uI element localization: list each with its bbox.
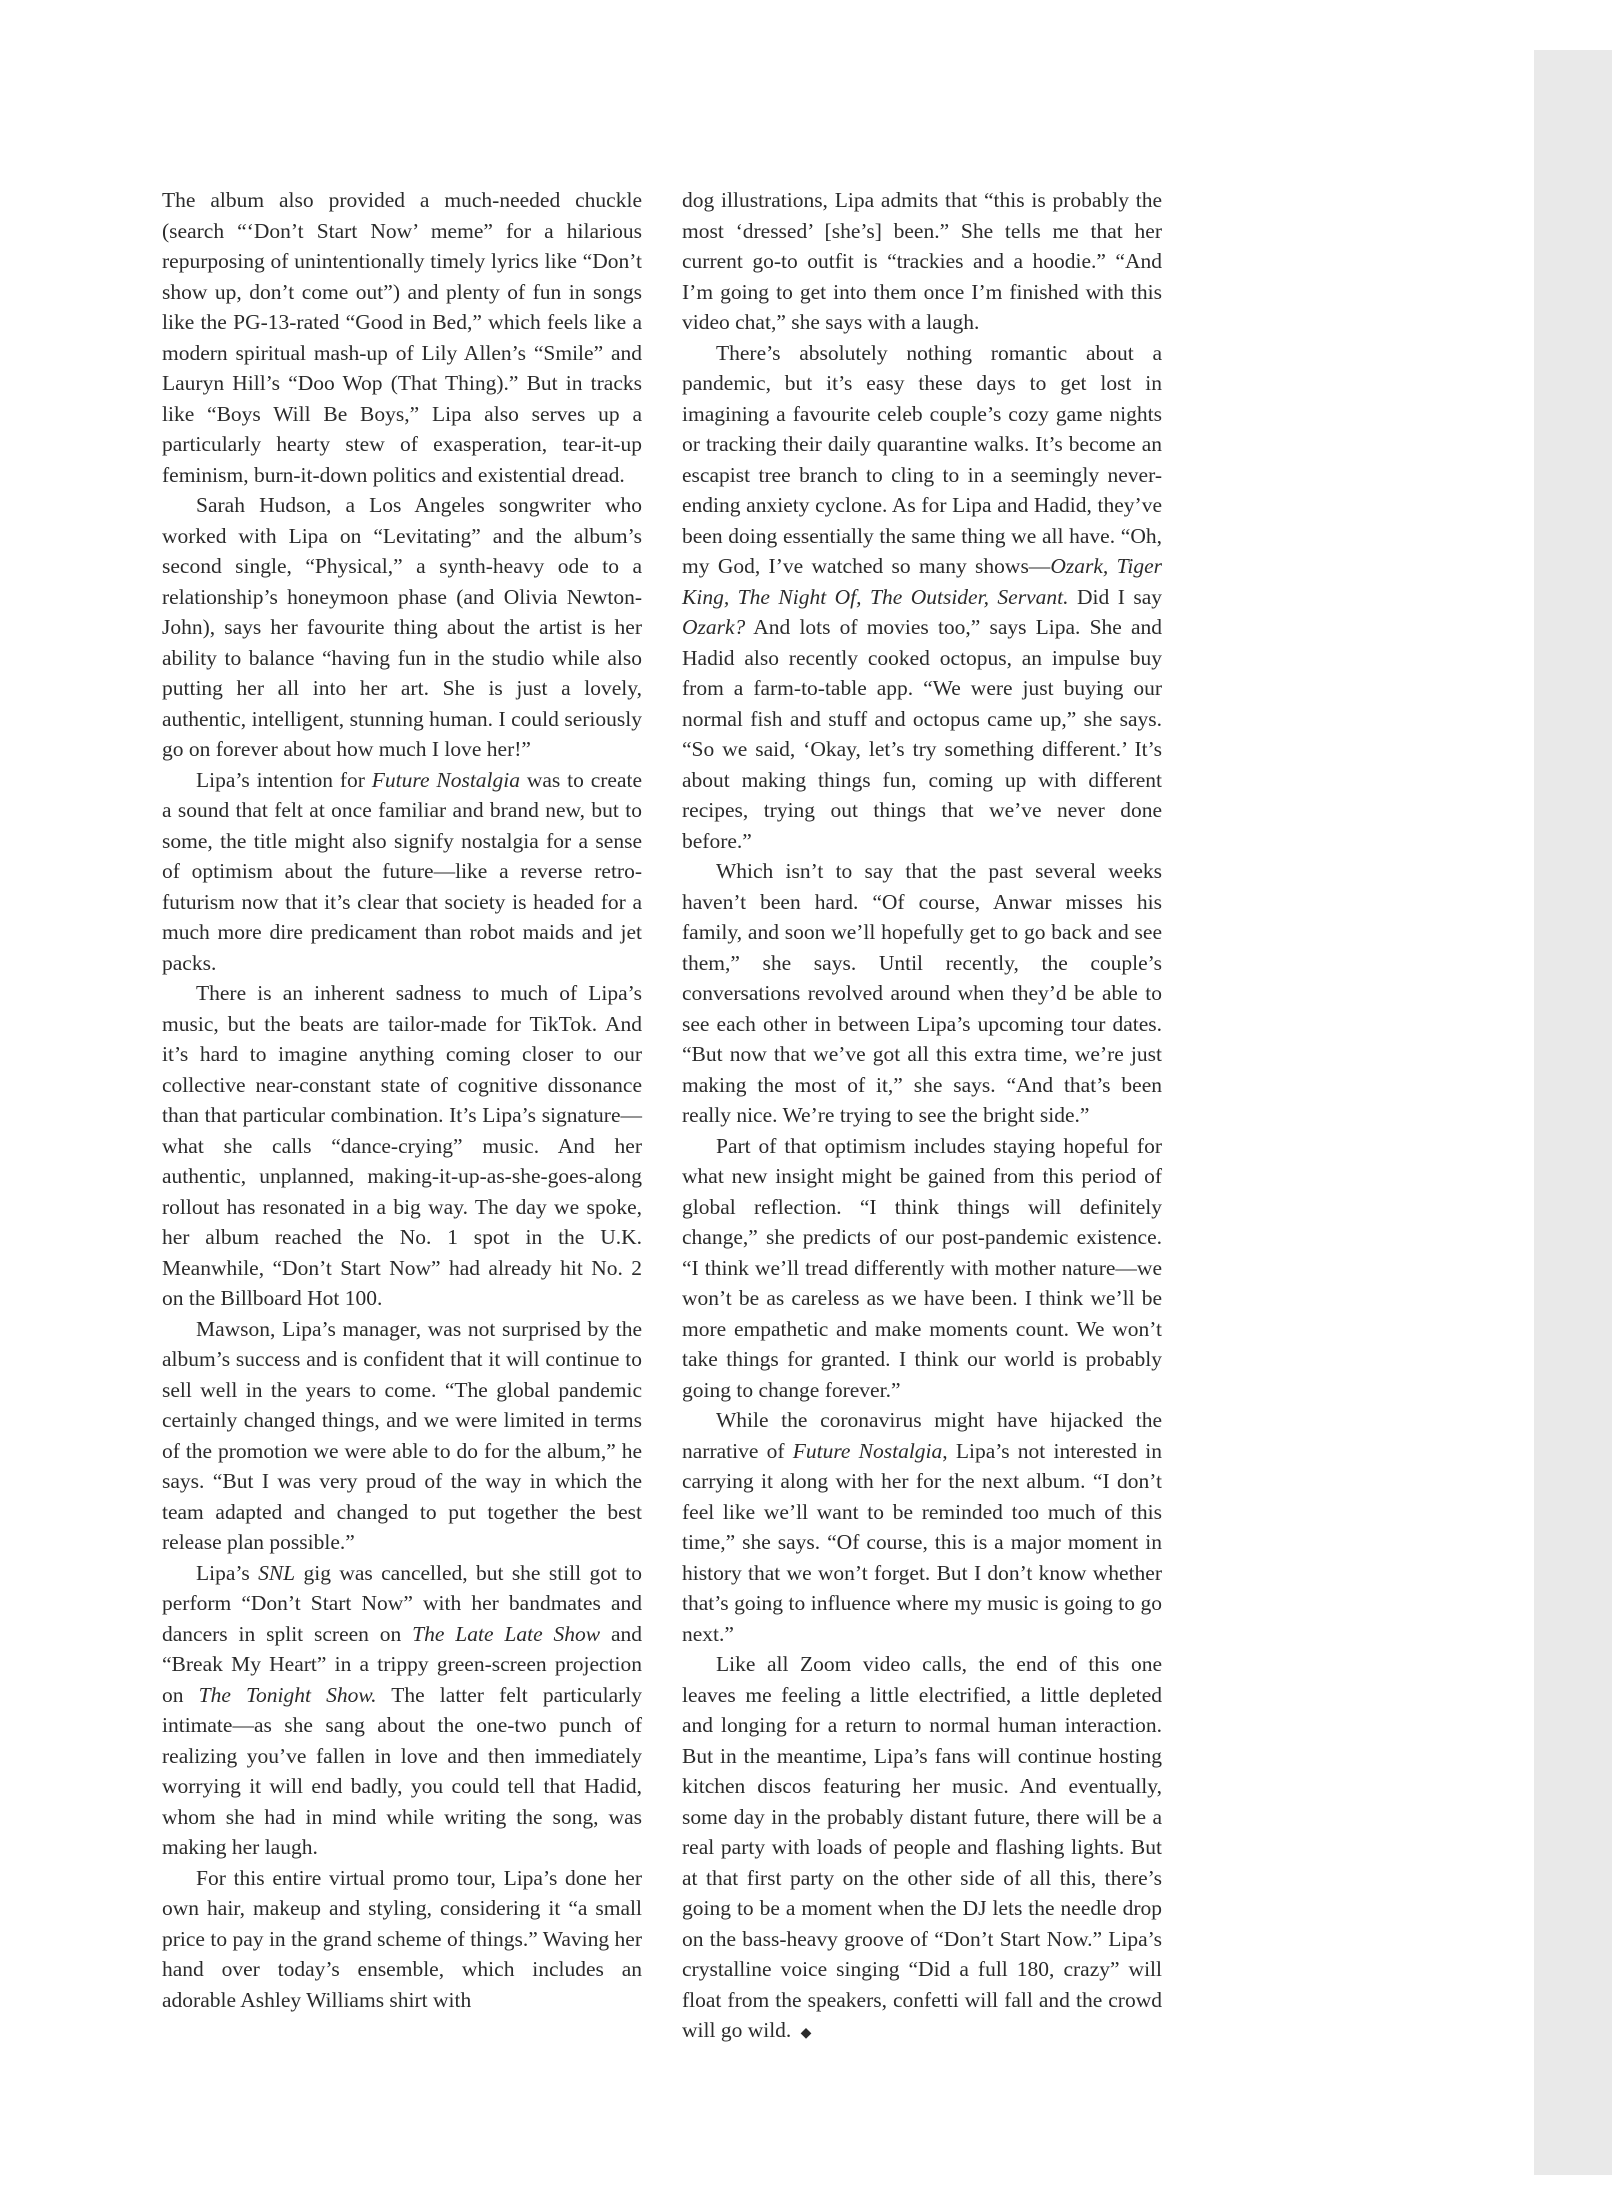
text-run: Sarah Hudson, a Los Angeles songwriter who worked with Lipa on “Levitating” and the album’s second single, “Physical,” a synth-heavy ode to a relationship’s honeymoon phase (and Olivia Newton-John), says her favourite thing about the artist is her ability to balance “having fun in the studio while also putting her all into her art. She is just a lovely, authentic, intelligent, stunning human. I could seriously go on forever about how much I love her!”	[162, 493, 642, 761]
article-paragraph	[682, 1405, 1162, 1649]
text-run: Lipa’s	[196, 1560, 259, 1585]
article-paragraph	[682, 185, 1162, 338]
article-paragraph	[162, 978, 642, 1314]
text-run: gig was cancelled, but she still got to perform “Don’t Start Now” with her bandmates and dancers in split screen on	[162, 1560, 642, 1646]
text-run: dog illustrations, Lipa admits that “this is probably the most ‘dressed’ [she’s] been.” She tells me that her current go-to outfit is “trackies and a hoodie.” “And I’m going to get into them once I’m finished with this video chat,” she says with a laugh.	[682, 188, 1162, 334]
italic-title: Ozark?	[682, 615, 746, 639]
italic-title: Future Nostalgia	[371, 767, 520, 792]
article-paragraph	[682, 338, 1162, 857]
text-run: was to create a sound that felt at once familiar and brand new, but to some, the title might also signify nostalgia for a sense of optimism about the future—like a reverse retro-futurism now that it’s clear that society is headed for a much more dire predicament than robot maids and jet packs.	[162, 767, 643, 975]
italic-title: Future Nostalgia	[792, 1438, 943, 1463]
article-paragraph	[162, 490, 642, 765]
text-run: Part of that optimism includes staying hopeful for what new insight might be gained from this period of global reflection. “I think things will definitely change,” she predicts of our post-pandemic existence. “I think we’ll tread differently with mother nature—we won’t be as careless as we have been. I think we’ll be more empathetic and make moments count. We won’t take things for granted. I think our world is probably going to change forever.”	[682, 1133, 1162, 1402]
text-run: While the coronavirus might have hijacked the narrative of	[682, 1408, 1162, 1463]
italic-title: The Tonight Show.	[198, 1682, 377, 1707]
italic-title: Ozark, Tiger King, The Night Of, The Outsider, Servant.	[682, 554, 1162, 609]
article-paragraph	[162, 1558, 642, 1863]
text-run: Mawson, Lipa’s manager, was not surprised by the album’s success and is confident that it will continue to sell well in the years to come. “The global pandemic certainly changed things, and we were limited in terms of the promotion we were able to do for the album,” he says. “But I was very proud of the way in which the team adapted and changed to put together the best release plan possible.”	[162, 1316, 642, 1554]
text-run: and “Break My Heart” in a trippy green-screen projection on	[162, 1621, 642, 1707]
text-run: There is an inherent sadness to much of Lipa’s music, but the beats are tailor-made for TikTok. And it’s hard to imagine anything coming closer to our collective near-constant state of cognitive dissonance than that particular combination. It’s Lipa’s signature—what she calls “dance-crying” music. And her authentic, unplanned, making-it-up-as-she-goes-along rollout has resonated in a big way. The day we spoke, her album reached the No. 1 spot in the U.K. Meanwhile, “Don’t Start Now” had already hit No. 2 on the Billboard Hot 100.	[162, 981, 642, 1310]
article-paragraph	[162, 1314, 642, 1558]
italic-title: The Late Late Show	[412, 1621, 601, 1646]
page-edge-band	[1534, 50, 1612, 2175]
article-paragraph	[162, 185, 642, 490]
article-column-right	[682, 185, 1162, 2050]
article-paragraph	[682, 1131, 1162, 1406]
text-run: And lots of movies too,” says Lipa. She and Hadid also recently cooked octopus, an impulse buy from a farm-to-table app. “We were just buying our normal fish and stuff and octopus came up,” she says. “So we said, ‘Okay, let’s try something different.’ It’s about making things fun, coming up with different recipes, trying out things that we’ve never done before.”	[682, 615, 1162, 853]
end-of-article-mark: ◆	[800, 2026, 812, 2041]
text-run: Like all Zoom video calls, the end of this one leaves me feeling a little electrified, a little depleted and longing for a return to normal human interaction. But in the meantime, Lipa’s fans will continue hosting kitchen discos featuring her music. And eventually, some day in the probably distant future, there will be a real party with loads of people and flashing lights. But at that first party on the other side of all this, there’s going to be a moment when the DJ lets the needle drop on the bass-heavy groove of “Don’t Start Now.” Lipa’s crystalline voice singing “Did a full 180, crazy” will float from the speakers, confetti will fall and the crowd will go wild.	[682, 1652, 1162, 2042]
article-column-left	[162, 185, 642, 2015]
text-run: For this entire virtual promo tour, Lipa’s done her own hair, makeup and styling, considering it “a small price to pay in the grand scheme of things.” Waving her hand over today’s ensemble, which includes an adorable Ashley Williams shirt with	[162, 1865, 642, 2012]
italic-title: SNL	[258, 1560, 296, 1585]
text-run: There’s absolutely nothing romantic about a pandemic, but it’s easy these days to get lost in imagining a favourite celeb couple’s cozy game nights or tracking their daily quarantine walks. It’s become an escapist tree branch to cling to in a seemingly never-ending anxiety cyclone. As for Lipa and Hadid, they’ve been doing essentially the same thing we all have. “Oh, my God, I’ve watched so many shows—	[682, 340, 1162, 578]
text-run: Did I say	[1068, 584, 1162, 609]
text-run: The latter felt particularly intimate—as she sang about the one-two punch of realizing you’ve fallen in love and then immediately worrying it will end badly, you could tell that Hadid, whom she had in mind while writing the song, was making her laugh.	[162, 1682, 642, 1859]
text-run: Lipa’s intention for	[196, 767, 372, 792]
text-run: The album also provided a much-needed chuckle (search “‘Don’t Start Now’ meme” for a hilarious repurposing of unintentionally timely lyrics like “Don’t show up, don’t come out”) and plenty of fun in songs like the PG-13-rated “Good in Bed,” which feels like a modern spiritual mash-up of Lily Allen’s “Smile” and Lauryn Hill’s “Doo Wop (That Thing).” But in tracks like “Boys Will Be Boys,” Lipa also serves up a particularly hearty stew of exasperation, tear-it-up feminism, burn-it-down politics and existential dread.	[162, 188, 642, 487]
text-run: Which isn’t to say that the past several weeks haven’t been hard. “Of course, Anwar misses his family, and soon we’ll hopefully get to go back and see them,” she says. Until recently, the couple’s conversations revolved around when they’d be able to see each other in between Lipa’s upcoming tour dates. “But now that we’ve got all this extra time, we’re just making the most of it,” she says. “And that’s been really nice. We’re trying to see the bright side.”	[682, 859, 1162, 1127]
article-paragraph	[682, 856, 1162, 1131]
article-paragraph	[162, 1863, 642, 2016]
article-paragraph	[682, 1649, 1162, 2050]
text-run: , Lipa’s not interested in carrying it along with her for the next album. “I don’t feel like we’ll want to be reminded too much of this time,” she says. “Of course, this is a major moment in history that we won’t forget. But I don’t know whether that’s going to influence where my music is going to go next.”	[682, 1438, 1162, 1646]
article-paragraph	[162, 765, 642, 979]
